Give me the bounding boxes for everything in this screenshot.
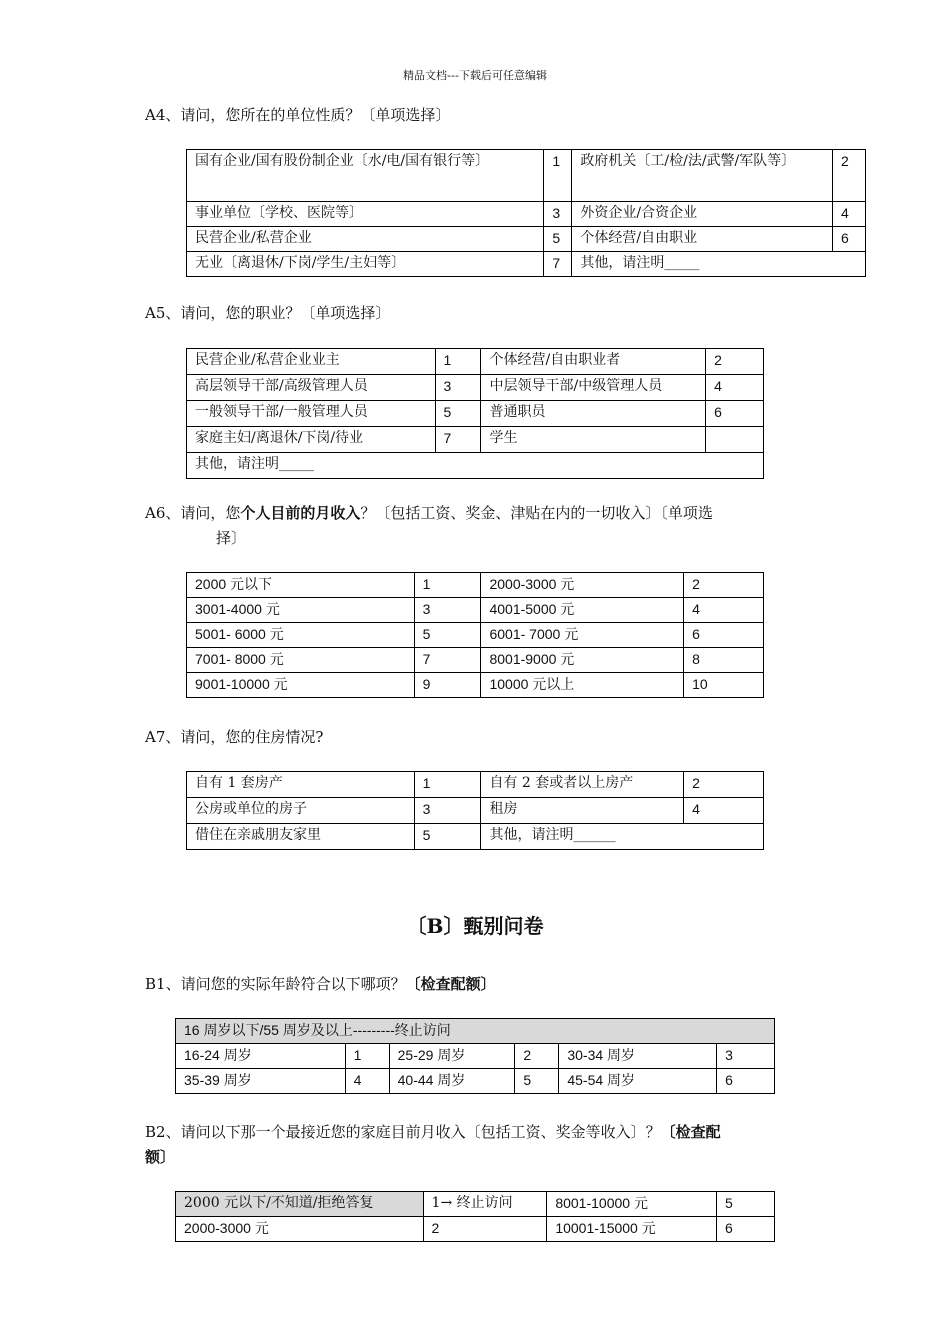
table-row	[176, 1044, 775, 1069]
option-label: 10001-15000 元	[547, 1217, 717, 1242]
table-row	[187, 349, 764, 375]
option-code: 8	[684, 648, 764, 673]
option-code: 2	[515, 1044, 559, 1069]
table-row	[187, 150, 866, 202]
option-label: 2000 元以下	[187, 573, 415, 598]
table-row	[187, 598, 764, 623]
option-label: 学生	[481, 427, 706, 453]
option-code: 2	[684, 772, 764, 798]
option-label: 5001- 6000 元	[187, 623, 415, 648]
option-label: 9001-10000 元	[187, 673, 415, 698]
option-label: 民营企业/私营企业业主	[187, 349, 436, 375]
option-label: 3001-4000 元	[187, 598, 415, 623]
table-a6	[186, 572, 764, 698]
table-row	[187, 401, 764, 427]
option-code: 2	[706, 349, 764, 375]
table-a7	[186, 771, 764, 850]
option-label: 家庭主妇/离退休/下岗/待业	[187, 427, 436, 453]
table-b2	[175, 1191, 775, 1242]
option-code	[706, 427, 764, 453]
option-code: 4	[832, 202, 865, 227]
option-code: 10	[684, 673, 764, 698]
option-code: 7	[544, 252, 572, 277]
option-label: 借住在亲戚朋友家里	[187, 824, 415, 850]
option-code: 5	[414, 824, 481, 850]
table-row	[187, 202, 866, 227]
option-label: 30-34 周岁	[559, 1044, 717, 1069]
option-label: 公房或单位的房子	[187, 798, 415, 824]
option-code: 5	[544, 227, 572, 252]
option-label: 25-29 周岁	[389, 1044, 515, 1069]
option-code: 4	[345, 1069, 389, 1094]
option-code: 6	[832, 227, 865, 252]
option-label: 16-24 周岁	[176, 1044, 346, 1069]
table-a5	[186, 348, 764, 479]
option-code: 3	[435, 375, 481, 401]
option-code: 1	[544, 150, 572, 202]
option-code: 3	[544, 202, 572, 227]
question-b2	[145, 1120, 721, 1144]
question-emphasis: 〔检查配	[660, 1123, 721, 1141]
table-row	[187, 252, 866, 277]
table-row	[187, 798, 764, 824]
option-code: 2	[423, 1217, 547, 1242]
option-label: 7001- 8000 元	[187, 648, 415, 673]
option-label: 个体经营/自由职业者	[481, 349, 706, 375]
option-label: 10000 元以上	[481, 673, 684, 698]
table-row	[187, 573, 764, 598]
option-label: 政府机关〔工/检/法/武警/军队等〕	[572, 150, 833, 202]
question-a7: A7、请问，您的住房情况?	[145, 728, 324, 746]
table-row	[187, 673, 764, 698]
question-a4: A4、请问，您所在的单位性质？〔单项选择〕	[145, 106, 451, 124]
option-code: 1→ 终止访问	[423, 1192, 547, 1217]
question-text: B2、请问以下那一个最接近您的家庭目前月收入〔包括工资、奖金等收入〕？	[145, 1123, 661, 1141]
option-code: 1	[414, 772, 481, 798]
option-label: 一般领导干部/一般管理人员	[187, 401, 436, 427]
question-b2-line2: 额〕	[145, 1148, 176, 1166]
option-label: 其他，请注明_____	[572, 252, 866, 277]
option-code: 3	[414, 598, 481, 623]
terminate-row: 16 周岁以下/55 周岁及以上---------终止访问	[176, 1019, 775, 1044]
option-label: 普通职员	[481, 401, 706, 427]
option-code: 4	[684, 798, 764, 824]
option-label: 2000-3000 元	[481, 573, 684, 598]
option-code: 1	[345, 1044, 389, 1069]
table-b1	[175, 1018, 775, 1094]
table-row	[187, 623, 764, 648]
option-label: 6001- 7000 元	[481, 623, 684, 648]
question-b1	[145, 972, 496, 996]
table-a4	[186, 149, 866, 277]
section-b-title: 〔B〕甄别问卷	[406, 914, 544, 938]
question-emphasis: 个人目前的月收入	[240, 504, 361, 522]
option-code: 6	[717, 1217, 775, 1242]
option-code: 3	[414, 798, 481, 824]
option-label: 租房	[481, 798, 684, 824]
option-code: 6	[684, 623, 764, 648]
page-header: 精品文档---下载后可任意编辑	[403, 69, 547, 82]
table-row	[187, 453, 764, 479]
option-code: 5	[414, 623, 481, 648]
option-label: 自有 2 套或者以上房产	[481, 772, 684, 798]
option-label: 高层领导干部/高级管理人员	[187, 375, 436, 401]
table-row	[187, 375, 764, 401]
option-code: 6	[717, 1069, 775, 1094]
option-label: 8001-9000 元	[481, 648, 684, 673]
option-label: 外资企业/合资企业	[572, 202, 833, 227]
option-code: 5	[435, 401, 481, 427]
option-label: 国有企业/国有股份制企业〔水/电/国有银行等〕	[187, 150, 544, 202]
option-code: 7	[414, 648, 481, 673]
table-row	[187, 648, 764, 673]
question-text: ？〔包括工资、奖金、津贴在内的一切收入〕〔单项选	[360, 504, 713, 522]
option-code: 4	[684, 598, 764, 623]
option-label: 8001-10000 元	[547, 1192, 717, 1217]
option-label: 其他，请注明_____	[187, 453, 764, 479]
option-code: 1	[414, 573, 481, 598]
option-label: 自有 1 套房产	[187, 772, 415, 798]
option-code: 5	[515, 1069, 559, 1094]
terminate-option-label: 2000 元以下/不知道/拒绝答复	[176, 1192, 424, 1217]
option-code: 2	[684, 573, 764, 598]
option-code: 5	[717, 1192, 775, 1217]
table-row	[176, 1192, 775, 1217]
table-row	[187, 772, 764, 798]
option-code: 1	[435, 349, 481, 375]
option-label: 35-39 周岁	[176, 1069, 346, 1094]
option-label: 45-54 周岁	[559, 1069, 717, 1094]
option-label: 其他，请注明______	[481, 824, 764, 850]
question-a6	[145, 501, 713, 525]
table-row	[176, 1217, 775, 1242]
table-row	[187, 427, 764, 453]
option-label: 无业〔离退休/下岗/学生/主妇等〕	[187, 252, 544, 277]
table-row	[187, 227, 866, 252]
question-text: B1、请问您的实际年龄符合以下哪项？	[145, 975, 406, 993]
option-code: 7	[435, 427, 481, 453]
option-code: 2	[832, 150, 865, 202]
question-a5: A5、请问，您的职业？〔单项选择〕	[145, 304, 391, 322]
question-a6-line2: 择〕	[216, 529, 247, 547]
question-emphasis: 〔检查配额〕	[405, 975, 496, 993]
option-label: 事业单位〔学校、医院等〕	[187, 202, 544, 227]
table-row	[176, 1019, 775, 1044]
option-label: 2000-3000 元	[176, 1217, 424, 1242]
table-row	[187, 824, 764, 850]
option-label: 民营企业/私营企业	[187, 227, 544, 252]
option-code: 9	[414, 673, 481, 698]
option-code: 6	[706, 401, 764, 427]
option-code: 4	[706, 375, 764, 401]
question-text: A6、请问，您	[145, 504, 241, 522]
option-code: 3	[717, 1044, 775, 1069]
option-label: 个体经营/自由职业	[572, 227, 833, 252]
table-row	[176, 1069, 775, 1094]
option-label: 中层领导干部/中级管理人员	[481, 375, 706, 401]
option-label: 40-44 周岁	[389, 1069, 515, 1094]
option-label: 4001-5000 元	[481, 598, 684, 623]
